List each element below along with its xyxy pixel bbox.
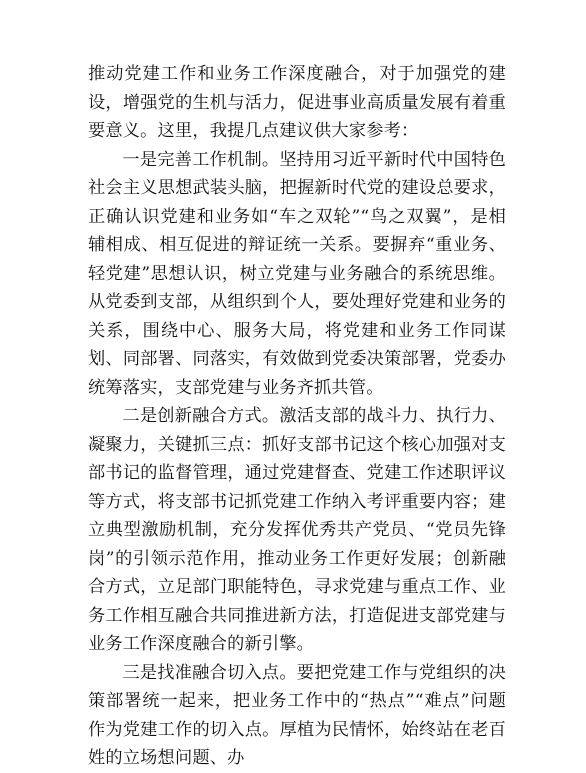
paragraph-point-one: 一是完善工作机制。坚持用习近平新时代中国特色社会主义思想武装头脑，把握新时代党的建设总要求，正确认识党建和业务如“车之双轮”“鸟之双翼”，是相辅相成、相互促进的辩证统一关系。要摒弃“重业务、轻党建”思想认识，树立党建与业务融合的系统思维。从党委到支部，从组织到个人，要处理好党建和业务的关系，围绕中心、服务大局，将党建和业务工作同谋划、同部署、同落实，有效做到党委决策部署，党委办统筹落实，支部党建与业务齐抓共管。	[88, 149, 506, 398]
paragraph-point-two: 二是创新融合方式。激活支部的战斗力、执行力、凝聚力，关键抓三点：抓好支部书记这个核心加强对支部书记的监督管理，通过党建督查、党建工作述职评议等方式，将支部书记抓党建工作纳入考评重要内容；建立典型激励机制，充分发挥优秀共产党员、“党员先锋岗”的引领示范作用，推动业务工作更好发展；创新融合方式，立足部门职能特色，寻求党建与重点工作、业务工作相互融合共同推进新方法，打造促进支部党建与业务工作深度融合的新引擎。	[88, 406, 506, 654]
paragraph-point-three: 三是找准融合切入点。要把党建工作与党组织的决策部署统一起来，把业务工作中的“热点”“难点”问题作为党建工作的切入点。厚植为民情怀，始终站在老百姓的立场想问题、办	[88, 662, 506, 768]
document-body	[88, 60, 506, 773]
paragraph-intro: 推动党建工作和业务工作深度融合，对于加强党的建设，增强党的生机与活力，促进事业高质量发展有着重要意义。这里，我提几点建议供大家参考：	[88, 64, 506, 141]
